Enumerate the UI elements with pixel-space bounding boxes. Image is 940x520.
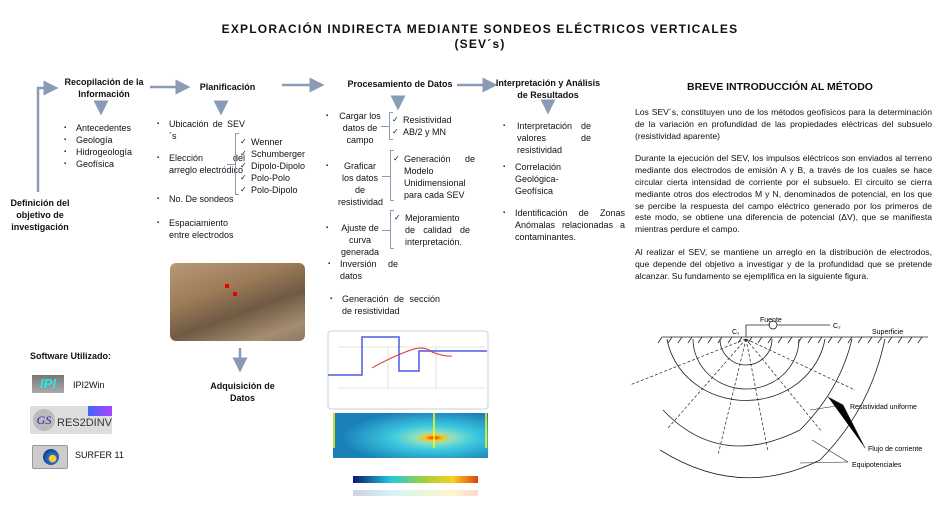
list-item: ▪ Geología	[64, 134, 154, 146]
intro-paragraph: Al realizar el SEV, se mantiene un arreglo en la distribución de electrodos, que depende del objetivo a investigar y de la profundidad que se pretende alcanzar. Su fundamento se ejemplifica en la siguiente figura.	[635, 246, 932, 281]
superficie-label: Superficie	[872, 329, 904, 336]
check-item: ✓ Generación de Modelo Unidimensional para cada SEV	[393, 153, 475, 201]
start-node: Definición del objetivo de investigación	[10, 198, 70, 232]
check-item: ✓ Polo-Dipolo	[240, 184, 320, 196]
c1-label: C₁	[732, 329, 740, 336]
list-item: ▪ Inversión de datos	[328, 258, 398, 282]
list-item: ▪ Cargar los datos de campo	[326, 110, 382, 146]
software-name: IPI2Win	[73, 380, 105, 390]
intro-paragraph: Los SEV´s, constituyen uno de los métodos geofísicos para la determinación de la variación en profundidad de las propiedades eléctricas del subsuelo (resistividad aparente)	[635, 107, 932, 141]
resistividad-label: Resistividad uniforme	[850, 404, 917, 411]
intro-title: BREVE INTRODUCCIÓN AL MÉTODO	[687, 81, 873, 93]
list-item: ▪ Espaciamiento entre electrodos	[157, 217, 245, 241]
interpretacion-title: Interpretación y Análisis de Resultados	[495, 78, 601, 100]
software-name: SURFER 11	[75, 450, 124, 460]
list-item: ▪ Interpretación de valores de resistividad	[503, 120, 591, 156]
check-item: ✓ Schumberger	[240, 148, 320, 160]
equipotenciales-label: Equipotenciales	[852, 462, 902, 469]
planificacion-title: Planificación	[199, 82, 256, 92]
fuente-label: Fuente	[760, 317, 782, 324]
list-item: ▪ Identificación de Zonas Anómalas relacionadas a contaminantes.	[503, 207, 625, 243]
list-item: ▪ Graficar los datos de resistividad	[326, 160, 382, 208]
list-item: ▪ Elección del arreglo electródico	[157, 152, 245, 176]
list-item: ▪ Geofísica	[64, 158, 154, 170]
title-line2: (SEV´s)	[454, 37, 506, 51]
gs-logo-icon: GS	[33, 409, 55, 431]
check-item: ✓ Mejoramiento de calidad de interpretación.	[394, 212, 470, 248]
software-title: Software Utilizado:	[30, 351, 112, 361]
logo-text: IPI	[40, 376, 56, 391]
list-item: ▪ Antecedentes	[64, 122, 154, 134]
check-item: ✓ Polo-Polo	[240, 172, 320, 184]
check-item: ✓ Dipolo-Dipolo	[240, 160, 320, 172]
c2-label: C₂	[833, 323, 841, 330]
software-name: RES2DINV	[57, 417, 113, 429]
title-line1: EXPLORACIÓN INDIRECTA MEDIANTE SONDEOS ELÉCTRICOS VERTICALES	[221, 22, 739, 36]
check-item: ✓ AB/2 y MN	[392, 126, 462, 138]
check-item: ✓ Resistividad	[392, 114, 462, 126]
recopilacion-title: Recopilación de la Información	[64, 77, 144, 99]
list-item: ▪ Ubicación de SEV´s	[157, 118, 245, 142]
list-item: ▪ No. De sondeos	[157, 193, 245, 205]
intro-paragraph: Durante la ejecución del SEV, los impulsos eléctricos son enviados al terreno mediante dos electrodos de emisión A y B, a través de los cuales se hace circular cierta intensidad de corriente por el subsuelo. El circuito se cierra mediante otros dos electrodos M y N, denominados de potencial, en los que se percibe la respuesta del campo eléctrico generado por los primeros de este modo, se obtiene una diferencia de potencial (ΔV), que se manifiesta mientras perdure el campo.	[635, 153, 932, 235]
list-item: ▪ Generación de sección de resistividad	[330, 293, 440, 317]
procesamiento-title: Procesamiento de Datos	[347, 79, 453, 89]
adquisicion-label: Adquisición de Datos	[210, 381, 275, 403]
list-item: ▪ Hidrogeología	[64, 146, 154, 158]
list-item: ▪ Ajuste de curva generada	[326, 222, 382, 258]
flujo-label: Flujo de corriente	[868, 446, 923, 453]
check-item: ✓ Wenner	[240, 136, 320, 148]
list-item: ▪ Correlación Geológica-Geofísica	[503, 161, 591, 197]
